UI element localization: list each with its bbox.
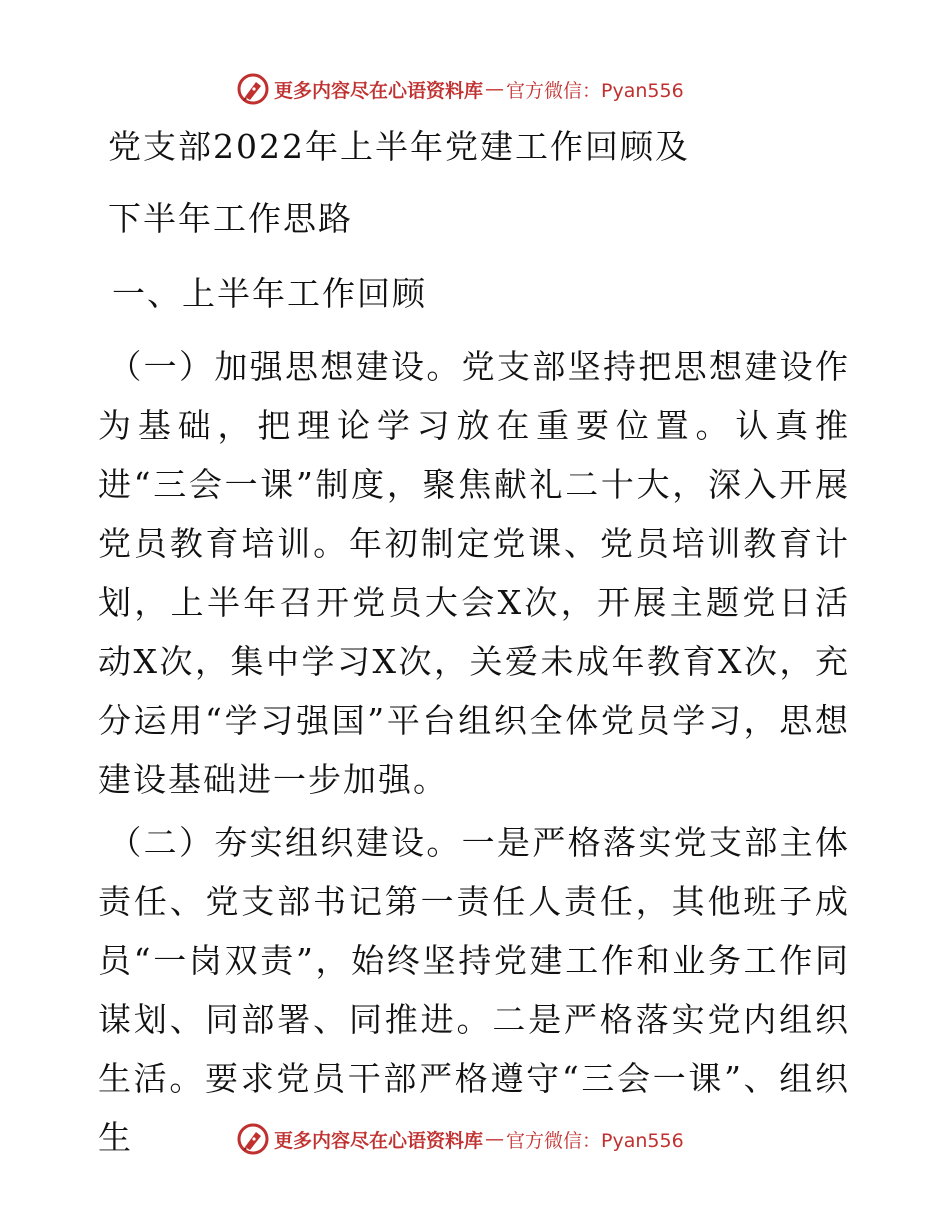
header-watermark [236, 72, 684, 106]
pen-nib-logo-icon [236, 1122, 270, 1156]
paragraph-2-text: （二）夯实组织建设。一是严格落实党支部主体责任、党支部书记第一责任人责任，其他班子成员“一岗双责”，始终坚持党建工作和业务工作同谋划、同部署、同推进。二是严格落实党内组织生活。要求党员干部严格遵守“三会一课”、组织生 [98, 823, 850, 1157]
body-paragraph-1 [98, 337, 850, 809]
body-paragraph-2 [98, 813, 850, 1167]
pen-nib-logo-icon [236, 72, 270, 106]
watermark-separator: — [485, 78, 505, 100]
watermark-contact: 官方微信：Pyan556 [506, 79, 684, 102]
paragraph-1-text: （一）加强思想建设。党支部坚持把思想建设作为基础，把理论学习放在重要位置。认真推进“三会一课”制度，聚焦献礼二十大，深入开展党员教育培训。年初制定党课、党员培训教育计划，上半年召开党员大会X次，开展主题党日活动X次，集中学习X次，关爱未成年教育X次，充分运用“学习强国”平台组织全体党员学习，思想建设基础进一步加强。 [98, 347, 850, 799]
document-title-line-2: 下半年工作思路 [108, 199, 353, 238]
watermark-brand-text: 更多内容尽在心语资料库 [274, 1129, 484, 1152]
watermark-separator: — [485, 1128, 505, 1150]
footer-watermark [236, 1122, 684, 1156]
watermark-brand-text: 更多内容尽在心语资料库 [274, 79, 484, 102]
document-title-line-1: 党支部2022年上半年党建工作回顾及 [108, 127, 690, 166]
watermark-contact: 官方微信：Pyan556 [506, 1129, 684, 1152]
section-heading: 一、上半年工作回顾 [112, 274, 427, 313]
